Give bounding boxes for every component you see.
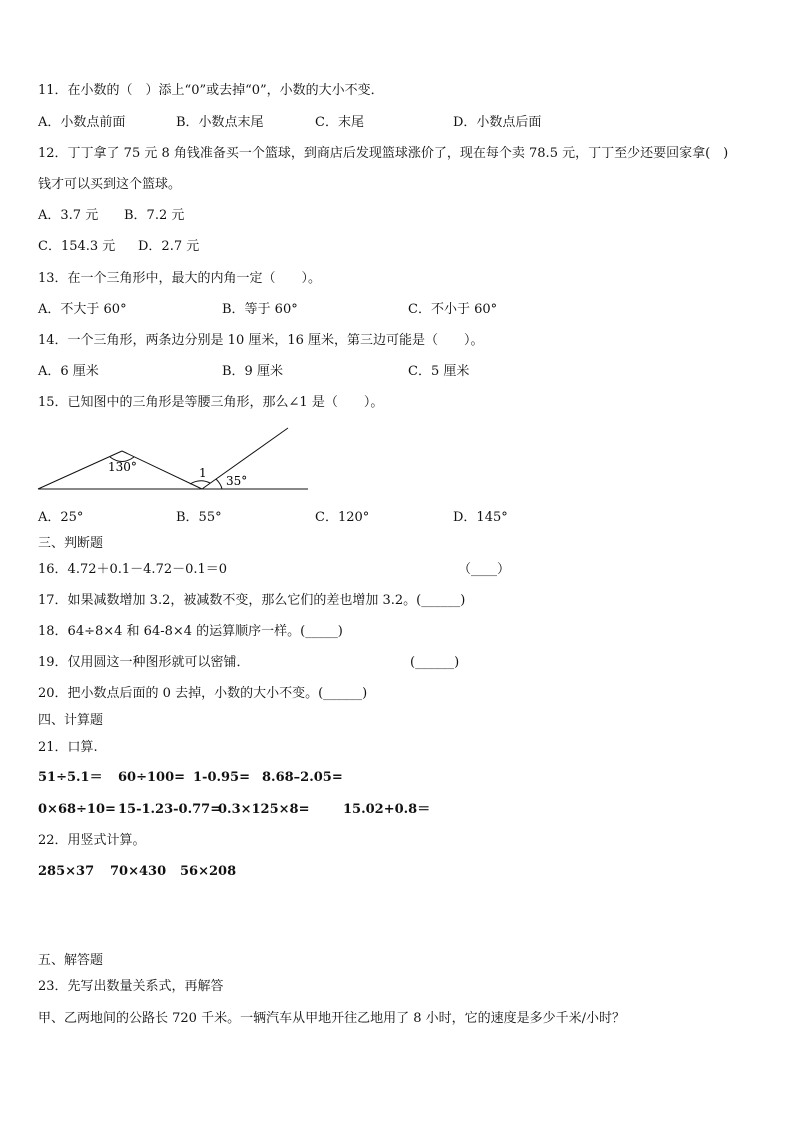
q15-option-d: D．145° — [453, 510, 508, 525]
q11-stem: 11．在小数的（ ）添上“0”或去掉“0”，小数的大小不变． — [38, 83, 384, 98]
q22-item: 70×430 — [110, 864, 167, 879]
q15-stem: 15．已知图中的三角形是等腰三角形，那么∠1 是（ ）。 — [38, 395, 384, 410]
q12-option-a: A．3.7 元 — [38, 208, 99, 223]
section-3-heading: 三、判断题 — [38, 536, 104, 551]
q12-option-c: C．154.3 元 — [38, 239, 116, 254]
q15-option-b: B．55° — [176, 510, 222, 525]
q22-item: 285×37 — [38, 864, 95, 879]
q22-stem: 22．用竖式计算。 — [38, 833, 146, 848]
q21-item: 0.3×125×8= — [218, 802, 310, 817]
q21-stem: 21．口算. — [38, 740, 98, 755]
q17-stem: 17．如果减数增加 3.2，被减数不变，那么它们的差也增加 3.2。(______) — [38, 593, 466, 608]
angle-1-arc — [190, 481, 210, 484]
q21-item: 15.02+0.8＝ — [343, 802, 431, 817]
angle-1-label: 1 — [199, 466, 207, 480]
q15-option-c: C．120° — [315, 510, 370, 525]
angle-35-label: 35° — [226, 474, 248, 488]
q13-option-a: A．不大于 60° — [38, 302, 127, 317]
q11-option-d: D．小数点后面 — [453, 115, 542, 130]
q19-answer-blank: (______) — [410, 655, 460, 670]
q11-option-c: C．末尾 — [315, 115, 364, 130]
q14-option-a: A．6 厘米 — [38, 364, 99, 379]
q12-option-d: D．2.7 元 — [138, 239, 200, 254]
q21-item: 1-0.95= — [193, 770, 250, 785]
q11-option-a: A．小数点前面 — [38, 115, 126, 130]
q13-option-c: C．不小于 60° — [408, 302, 498, 317]
q23-stem: 23．先写出数量关系式，再解答 — [38, 979, 224, 994]
section-4-heading: 四、计算题 — [38, 713, 104, 728]
q21-item: 15-1.23-0.77= — [118, 802, 222, 817]
q19-stem: 19．仅用圆这一种图形就可以密铺． — [38, 655, 250, 670]
q14-option-c: C．5 厘米 — [408, 364, 470, 379]
isosceles-triangle-figure — [30, 420, 320, 500]
q13-option-b: B．等于 60° — [222, 302, 298, 317]
q16-answer-blank: （____） — [458, 562, 511, 577]
q21-item: 8.68–2.05= — [262, 770, 343, 785]
q12-stem-line1: 12．丁丁拿了 75 元 8 角钱准备买一个篮球，到商店后发现篮球涨价了，现在每个卖 78.5 元，丁丁至少还要回家拿( ) — [38, 146, 729, 161]
q21-item: 51÷5.1＝ — [38, 770, 103, 785]
angle-35-arc — [216, 479, 222, 489]
q13-stem: 13．在一个三角形中，最大的内角一定（ ）。 — [38, 271, 322, 286]
q11-option-b: B．小数点末尾 — [176, 115, 264, 130]
angle-130-label: 130° — [108, 460, 137, 474]
q18-stem: 18．64÷8×4 和 64-8×4 的运算顺序一样。(_____) — [38, 624, 343, 639]
q15-option-a: A．25° — [38, 510, 84, 525]
q20-stem: 20．把小数点后面的 0 去掉，小数的大小不变。(______) — [38, 686, 368, 701]
q21-item: 60÷100= — [118, 770, 186, 785]
q22-item: 56×208 — [180, 864, 237, 879]
q12-option-b: B．7.2 元 — [124, 208, 185, 223]
q16-stem: 16．4.72＋0.1－4.72－0.1＝0 — [38, 562, 228, 577]
q23-text: 甲、乙两地间的公路长 720 千米。一辆汽车从甲地开往乙地用了 8 小时，它的速度是多少千米/小时？ — [38, 1011, 625, 1026]
q14-option-b: B．9 厘米 — [222, 364, 283, 379]
section-5-heading: 五、解答题 — [38, 953, 104, 968]
q14-stem: 14．一个三角形，两条边分别是 10 厘米，16 厘米，第三边可能是（ ）。 — [38, 333, 484, 348]
q21-item: 0×68÷10= — [38, 802, 116, 817]
q12-stem-line2: 钱才可以买到这个篮球。 — [38, 177, 182, 192]
